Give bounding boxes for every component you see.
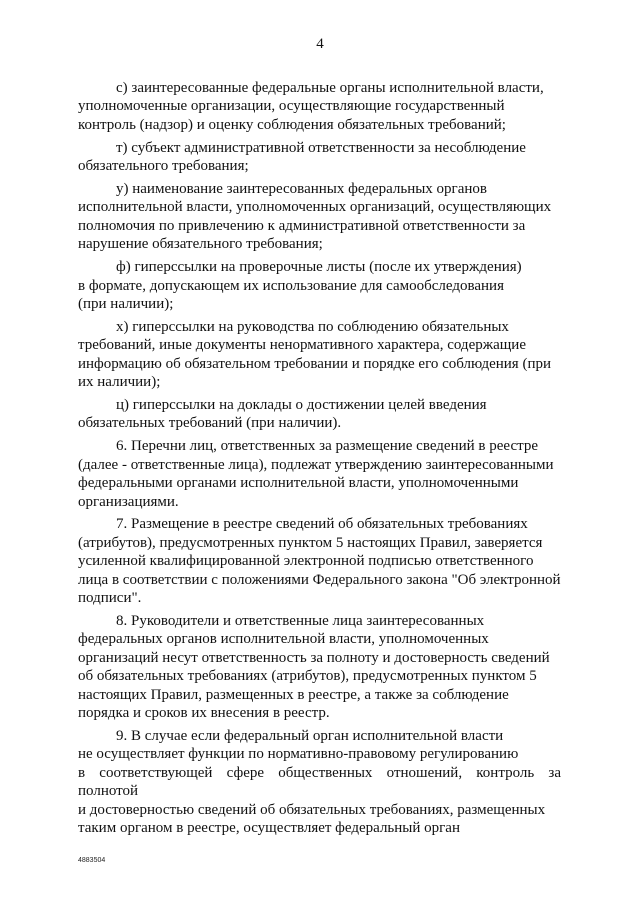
document-code: 4883504 — [78, 857, 106, 864]
paragraph-item-ts: ц) гиперссылки на доклады о достижении целей введения обязательных требований (при наличии). — [78, 397, 487, 432]
document-body — [78, 79, 561, 842]
paragraph-item-s: с) заинтересованные федеральные органы исполнительной власти, уполномоченные организации, осуществляющие государственный контроль (надзор) и оценку соблюдения обязательных требований; — [78, 80, 544, 133]
paragraph-item-u: у) наименование заинтересованных федеральных органов исполнительной власти, уполномоченных организаций, осуществляющих полномочия по привлечению к административной ответственности за нарушение обязательного требования; — [78, 181, 552, 253]
paragraph-item-kh: х) гиперссылки на руководства по соблюдению обязательных требований, иные документы ненормативного характера, содержащие информацию об обязательном требовании и порядке его соблюдения (при их наличии); — [78, 318, 551, 391]
paragraph-item-t: т) субъект административной ответственности за несоблюдение обязательного требования; — [78, 139, 526, 175]
paragraph-9: 9. В случае если федеральный орган исполнительной власти не осуществляет функции по нормативно-правовому регулированию в соответствующей сфере общественных отношений, контроль за полнотой и достоверностью сведений об обязательных требованиях, размещенных таким органом в реестре, осуществляет федеральный орган — [78, 727, 561, 836]
paragraph-8: 8. Руководители и ответственные лица заинтересованных федеральных органов исполнительной власти, уполномоченных организаций несут ответственность за полноту и достоверность сведений об обязательных требованиях (атрибутов), предусмотренных пунктом 5 настоящих Правил, размещенных в реестре, а также за соблюдение порядка и сроков их внесения в реестр. — [78, 612, 550, 721]
page-number: 4 — [316, 36, 324, 52]
paragraph-item-f: ф) гиперссылки на проверочные листы (после их утверждения) в формате, допускающем их использование для самообследования (при наличии); — [78, 259, 522, 312]
paragraph-7: 7. Размещение в реестре сведений об обязательных требованиях (атрибутов), предусмотренных пунктом 5 настоящих Правил, заверяется усиленной квалифицированной электронной подписью ответственного лица в соответствии с положениями Федерального закона "Об электронной подписи". — [78, 516, 561, 607]
paragraph-6: 6. Перечни лиц, ответственных за размещение сведений в реестре (далее - ответственные лица), подлежат утверждению заинтересованными федеральными органами исполнительной власти, уполномоченными организациями. — [78, 438, 554, 510]
